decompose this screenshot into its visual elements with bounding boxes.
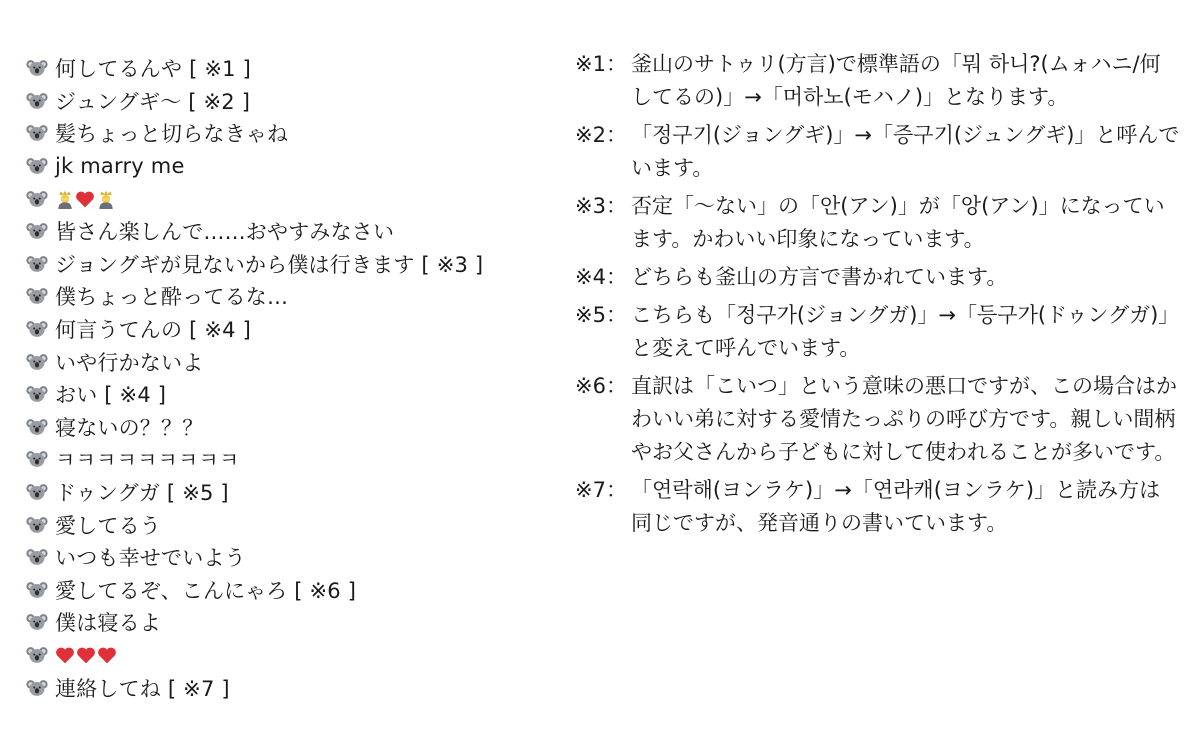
message-list bbox=[26, 52, 571, 704]
message-item bbox=[26, 476, 571, 509]
koala-icon bbox=[26, 253, 48, 275]
heart-icon bbox=[55, 645, 75, 665]
message-item bbox=[26, 150, 571, 183]
koala-icon bbox=[26, 514, 48, 536]
footnote bbox=[575, 190, 1180, 256]
heart-icon bbox=[76, 645, 96, 665]
message-item bbox=[26, 215, 571, 248]
footnote-label: ※4： bbox=[575, 265, 627, 289]
footnote-label: ※7： bbox=[575, 478, 627, 502]
message-item bbox=[26, 508, 571, 541]
koala-icon bbox=[26, 155, 48, 177]
footnote-text: 「정구기(ジョングギ)」→「증구기(ジュングギ)」と呼んでいます。 bbox=[631, 123, 1180, 180]
message-item bbox=[26, 117, 571, 150]
koala-icon bbox=[26, 351, 48, 373]
message-text: いや行かないよ bbox=[55, 350, 204, 375]
footnote-text: 「연락해(ヨンラケ)」→「연라캐(ヨンラケ)」と読み方は同じですが、発音通りの書いています。 bbox=[631, 478, 1161, 535]
message-text: 寝ないの？？？ bbox=[55, 415, 204, 440]
footnote-text: 釜山のサトゥリ(方言)で標準語の「뭐 하니?(ムォハニ/何してるの)」→「머하노(モハノ)」となります。 bbox=[631, 52, 1161, 109]
message-text: 愛してるぞ、こんにゃろ [ ※6 ] bbox=[55, 578, 357, 603]
footnote bbox=[575, 261, 1180, 294]
message-text: 髪ちょっと切らなきゃね bbox=[55, 122, 289, 147]
notes-list bbox=[575, 48, 1180, 545]
footnote-text: どちらも釜山の方言で書かれています。 bbox=[631, 265, 1008, 289]
message-text: 僕ちょっと酔ってるな… bbox=[55, 285, 289, 310]
message-text: ㅋㅋㅋㅋㅋㅋㅋㅋㅋ bbox=[55, 448, 240, 473]
message-text: ジュングギ〜 [ ※2 ] bbox=[55, 89, 251, 114]
koala-icon bbox=[26, 383, 48, 405]
footnote bbox=[575, 119, 1180, 185]
heart-icon bbox=[75, 189, 95, 209]
message-item bbox=[26, 52, 571, 85]
footnote-label: ※5： bbox=[575, 303, 627, 327]
message-text: 愛してるう bbox=[55, 513, 161, 538]
koala-icon bbox=[26, 579, 48, 601]
footnote-label: ※6： bbox=[575, 374, 627, 398]
footnote bbox=[575, 48, 1180, 114]
message-text: 何してるんや [ ※1 ] bbox=[55, 57, 251, 82]
message-text: jk marry me bbox=[55, 154, 185, 179]
koala-icon bbox=[26, 546, 48, 568]
message-text: ドゥングガ [ ※5 ] bbox=[55, 481, 229, 506]
koala-icon bbox=[26, 57, 48, 79]
footnote-label: ※3： bbox=[575, 194, 627, 218]
message-item bbox=[26, 182, 571, 215]
message-item bbox=[26, 443, 571, 476]
message-item bbox=[26, 248, 571, 281]
koala-icon bbox=[26, 220, 48, 242]
message-text: 何言うてんの [ ※4 ] bbox=[55, 318, 251, 343]
footnote-text: 否定「〜ない」の「안(アン)」が「앙(アン)」になっています。かわいい印象になっています。 bbox=[631, 194, 1165, 251]
koala-icon bbox=[26, 122, 48, 144]
message-text: 連絡してね [ ※7 ] bbox=[55, 676, 230, 701]
heart-icon bbox=[97, 645, 117, 665]
koala-icon bbox=[26, 416, 48, 438]
message-item bbox=[26, 345, 571, 378]
message-item bbox=[26, 671, 571, 704]
footnote-label: ※2： bbox=[575, 123, 627, 147]
person-icon bbox=[96, 189, 116, 209]
koala-icon bbox=[26, 611, 48, 633]
message-text: 僕は寝るよ bbox=[55, 611, 161, 636]
footnote-label: ※1： bbox=[575, 52, 627, 76]
message-text: 皆さん楽しんで……おやすみなさい bbox=[55, 220, 395, 245]
footnote bbox=[575, 474, 1180, 540]
person-icon bbox=[55, 189, 75, 209]
koala-icon bbox=[26, 644, 48, 666]
koala-icon bbox=[26, 481, 48, 503]
koala-icon bbox=[26, 90, 48, 112]
message-item bbox=[26, 639, 571, 672]
koala-icon bbox=[26, 318, 48, 340]
message-item bbox=[26, 378, 571, 411]
footnote bbox=[575, 299, 1180, 365]
message-item bbox=[26, 541, 571, 574]
koala-icon bbox=[26, 677, 48, 699]
message-item bbox=[26, 280, 571, 313]
koala-icon bbox=[26, 448, 48, 470]
message-item bbox=[26, 411, 571, 444]
message-text: ジョングギが見ないから僕は行きます [ ※3 ] bbox=[55, 252, 484, 277]
message-item bbox=[26, 313, 571, 346]
koala-icon bbox=[26, 285, 48, 307]
footnote bbox=[575, 370, 1180, 469]
footnote-text: こちらも「정구가(ジョングガ)」→「등구가(ドゥングガ)」と変えて呼んでいます。 bbox=[631, 303, 1180, 360]
koala-icon bbox=[26, 188, 48, 210]
message-item bbox=[26, 606, 571, 639]
message-item bbox=[26, 574, 571, 607]
message-text: おい [ ※4 ] bbox=[55, 383, 167, 408]
message-item bbox=[26, 85, 571, 118]
footnote-text: 直訳は「こいつ」という意味の悪口ですが、この場合はかわいい弟に対する愛情たっぷりの呼び方です。親しい間柄やお父さんから子どもに対して使われることが多いです。 bbox=[631, 374, 1177, 464]
message-text: いつも幸せでいよう bbox=[55, 546, 246, 571]
